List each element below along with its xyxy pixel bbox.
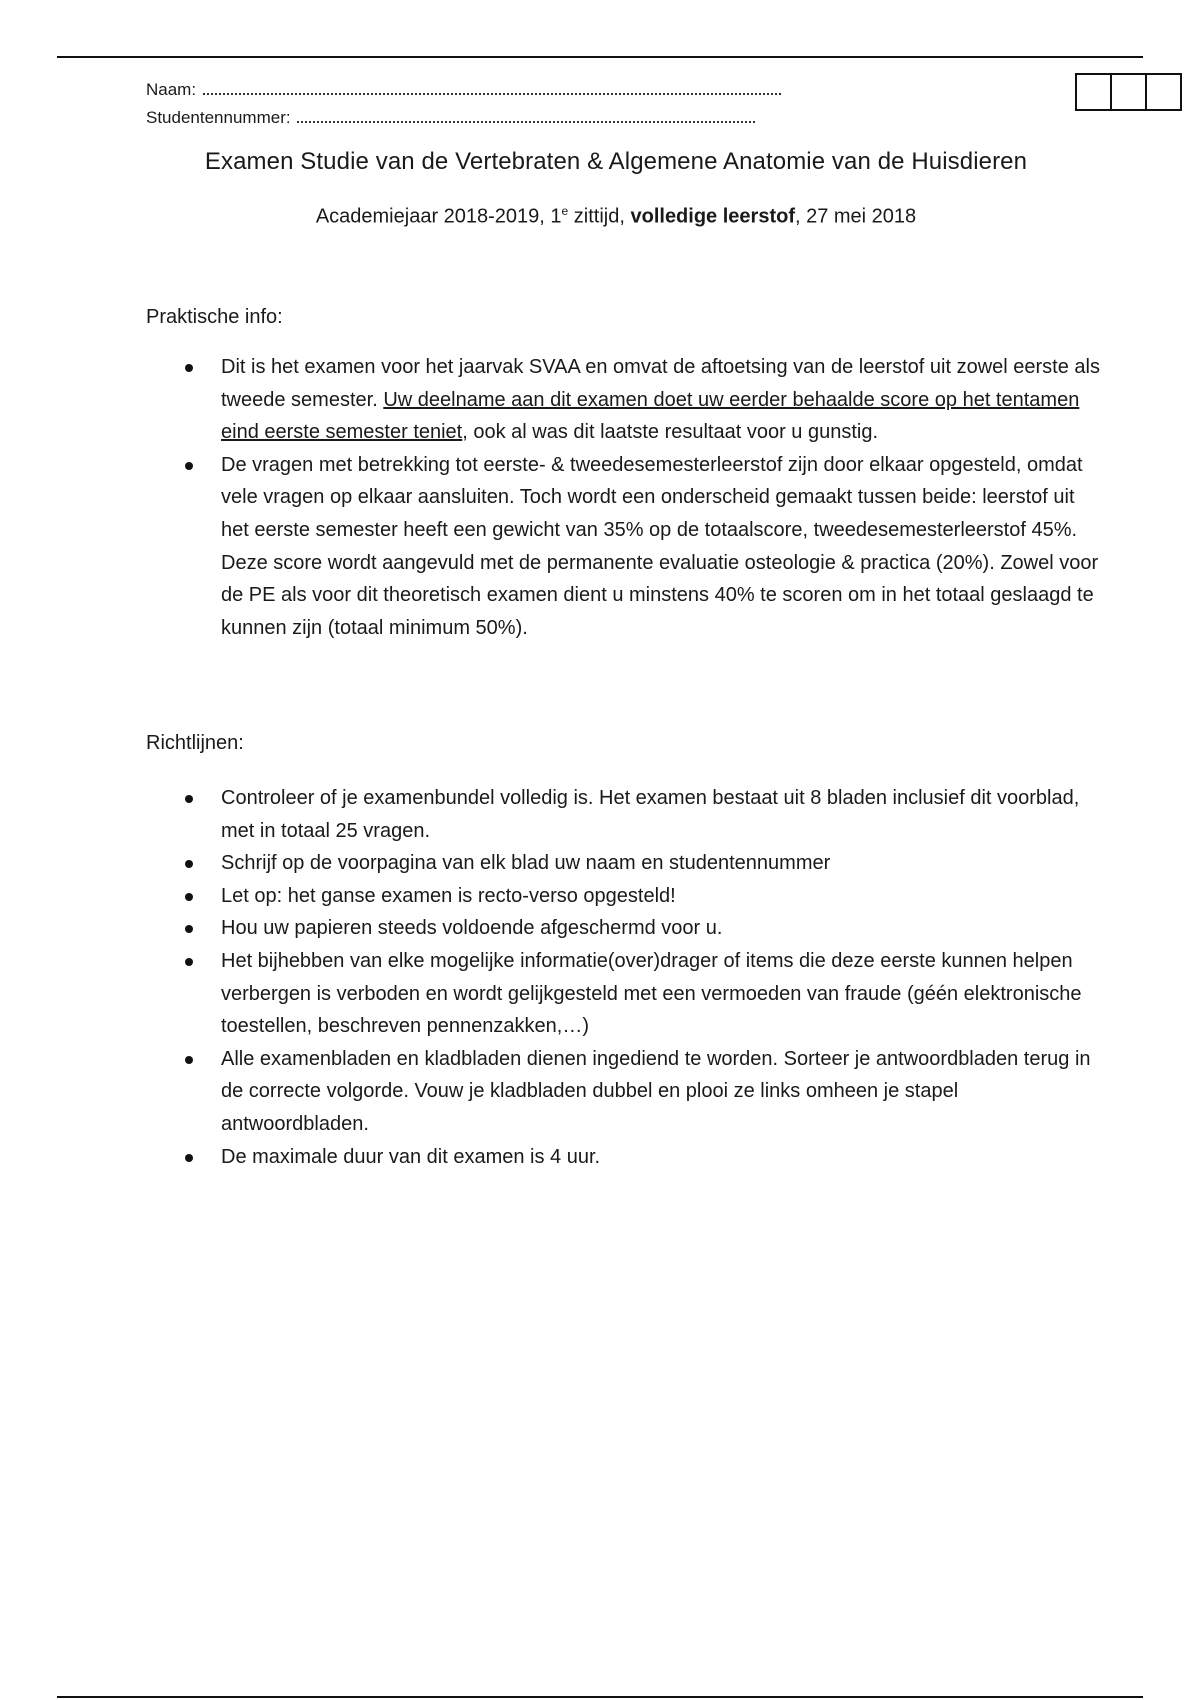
name-field[interactable] xyxy=(203,79,781,95)
richtlijnen-heading: Richtlijnen: xyxy=(146,732,244,754)
praktische-info-heading: Praktische info: xyxy=(146,306,283,328)
score-box[interactable] xyxy=(1110,73,1147,111)
list-item: De maximale duur van dit examen is 4 uur. xyxy=(221,1141,1101,1174)
item-text: Dit is het examen voor het jaarvak SVAA en omvat de aftoetsing van de leerstof uit zowel eerste als tweede semester. xyxy=(221,356,1100,411)
score-box[interactable] xyxy=(1075,73,1112,111)
score-box[interactable] xyxy=(1145,73,1182,111)
student-number-field[interactable] xyxy=(297,107,755,123)
subtitle-sup: e xyxy=(561,204,569,218)
list-item: De vragen met betrekking tot eerste- & tweedesemesterleerstof zijn door elkaar opgesteld, omdat vele vragen op elkaar aansluiten. Toch wordt een onderscheid gemaakt tussen beide: leerstof uit het eerste semester heeft een gewicht van 35% op de totaalscore, tweedesemesterleerstof 45%. Deze score wordt aangevuld met de permanente evaluatie osteologie & practica (20%). Zowel voor de PE als voor dit theoretisch examen dient u minstens 40% te scoren om in het totaal geslaagd te kunnen zijn (totaal minimum 50%). xyxy=(221,449,1101,645)
score-boxes xyxy=(1077,73,1182,111)
subtitle-part2: zittijd, xyxy=(568,205,631,228)
list-item: Controleer of je examenbundel volledig is. Het examen bestaat uit 8 bladen inclusief dit voorblad, met in totaal 25 vragen. xyxy=(221,782,1101,847)
exam-title: Examen Studie van de Vertebraten & Algemene Anatomie van de Huisdieren xyxy=(204,148,1028,175)
subtitle-bold: volledige leerstof xyxy=(630,205,795,228)
student-number-row xyxy=(146,104,781,132)
subtitle-part3: , 27 mei 2018 xyxy=(794,205,917,228)
list-item: Schrijf op de voorpagina van elk blad uw naam en studentennummer xyxy=(221,847,1101,880)
praktische-info-list xyxy=(221,351,1101,644)
list-item: Alle examenbladen en kladbladen dienen ingediend te worden. Sorteer je antwoordbladen terug in de correcte volgorde. Vouw je kladbladen dubbel en plooi ze links omheen je stapel antwoordbladen. xyxy=(221,1043,1101,1141)
list-item xyxy=(221,351,1101,449)
top-rule xyxy=(57,56,1143,58)
richtlijnen-list xyxy=(221,782,1101,1173)
list-item: Het bijhebben van elke mogelijke informatie(over)drager of items die deze eerste kunnen helpen verbergen is verboden en wordt gelijkgesteld met een vermoeden van fraude (géén elektronische toestellen, beschreven pennenzakken,…) xyxy=(221,945,1101,1043)
identification-block xyxy=(146,76,781,132)
item-text: , ook al was dit laatste resultaat voor u gunstig. xyxy=(462,421,879,444)
item-underlined-text: Uw deelname aan dit examen doet uw eerder behaalde score op het tentamen eind eerste semester teniet xyxy=(221,388,1080,444)
list-item: Hou uw papieren steeds voldoende afgeschermd voor u. xyxy=(221,912,1101,945)
exam-subtitle xyxy=(0,204,1200,229)
name-label: Naam: xyxy=(146,80,197,99)
list-item: Let op: het ganse examen is recto-verso opgesteld! xyxy=(221,880,1101,913)
bottom-rule xyxy=(57,1696,1143,1698)
name-row xyxy=(146,76,781,104)
subtitle-part1: Academiejaar 2018-2019, 1 xyxy=(315,205,562,228)
student-number-label: Studentennummer: xyxy=(146,108,291,127)
